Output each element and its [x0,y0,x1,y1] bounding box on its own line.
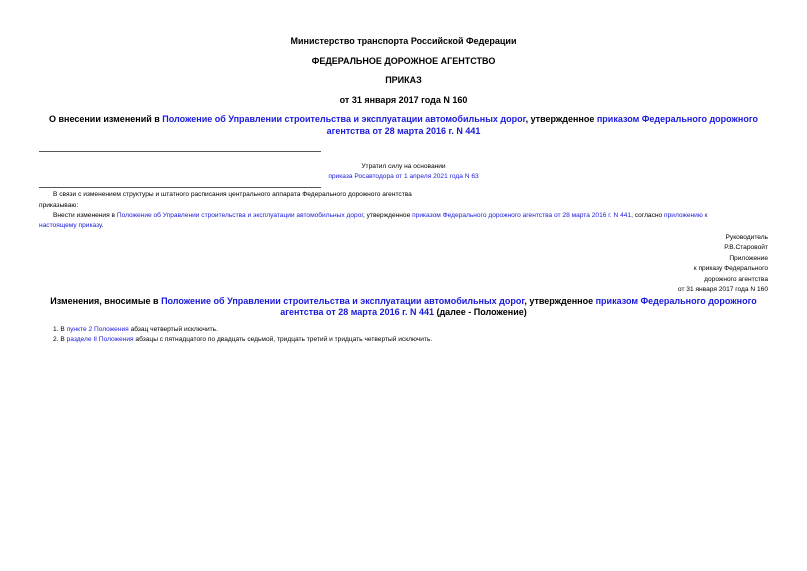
document-type: ПРИКАЗ [385,75,422,85]
signature-role: Руководитель [725,234,768,241]
p2-end: . [101,222,104,229]
rosavtodor-order-link[interactable]: приказа Росавтодора от 1 апреля 2021 года N 63 [328,173,479,180]
order-441-link-part1[interactable]: приказом Федерального дорожного [595,296,757,306]
p2-prefix: Внести изменения в [53,212,117,219]
ministry-name: Министерство транспорта Российской Федерации [290,36,517,46]
item1-prefix: 1. В [53,326,67,333]
item2-prefix: 2. В [53,336,67,343]
signature-name: Р.В.Старовойт [724,244,768,251]
expired-note: Утратил силу на основании [361,163,446,170]
body-paragraph-1-end: приказываю: [39,202,79,209]
changes-title-line2 [0,307,807,317]
order-441-link-part2[interactable]: агентства от 28 марта 2016 г. N 441 [326,126,481,136]
appendix-link-part1[interactable]: приложению к [664,212,708,219]
regulation-link[interactable]: Положение об Управлении строительства и эксплуатации автомобильных дорог [161,296,525,306]
appendix-ref-line: дорожного агентства [704,276,768,283]
section-2-link[interactable]: разделе II Положения [66,336,134,343]
change-item-1 [53,326,218,333]
item1-text: абзац четвертый исключить. [128,326,218,333]
separator-line [39,151,321,152]
changes-title-suffix: (далее - Положение) [433,307,527,317]
item2-text: абзацы с пятнадцатого по двадцать седьмой, тридцать третий и тридцать четвертый исключить. [133,336,433,343]
body-paragraph-2-end [39,222,104,229]
order-title-line1 [0,114,807,124]
title-prefix: О внесении изменений в [49,114,163,124]
body-paragraph-2 [53,212,708,219]
appendix-ref-line: от 31 января 2017 года N 160 [677,286,768,293]
order-441-link-part1[interactable]: приказом Федерального дорожного [596,114,758,124]
regulation-link[interactable]: Положение об Управлении строительства и эксплуатации автомобильных дорог [116,212,363,219]
order-441-link[interactable]: приказом Федерального дорожного агентства от 28 марта 2016 г. N 441 [412,212,632,219]
clause-2-link[interactable]: пункте 2 Положения [66,326,129,333]
body-paragraph-1: В связи с изменением структуры и штатного расписания центрального аппарата Федерального дорожного агентства [53,191,412,198]
changes-title-line1 [0,296,807,306]
order-title-line2 [0,126,807,136]
order-date-number: от 31 января 2017 года N 160 [339,95,468,105]
agency-name: ФЕДЕРАЛЬНОЕ ДОРОЖНОЕ АГЕНТСТВО [311,56,496,66]
expired-link-line [0,173,807,180]
p2-post: , согласно [631,212,665,219]
regulation-link[interactable]: Положение об Управлении строительства и эксплуатации автомобильных дорог [162,114,526,124]
order-441-link-part2[interactable]: агентства от 28 марта 2016 г. N 441 [280,307,434,317]
changes-title-middle: , утвержденное [524,296,596,306]
p2-middle: , утвержденное [362,212,413,219]
appendix-ref-line: к приказу Федерального [693,265,768,272]
change-item-2 [53,336,432,343]
changes-title-prefix: Изменения, вносимые в [50,296,162,306]
title-middle: , утвержденное [525,114,597,124]
appendix-link-part2[interactable]: настоящему приказу [39,222,102,229]
separator-line [39,187,321,188]
appendix-label: Приложение [729,255,768,262]
